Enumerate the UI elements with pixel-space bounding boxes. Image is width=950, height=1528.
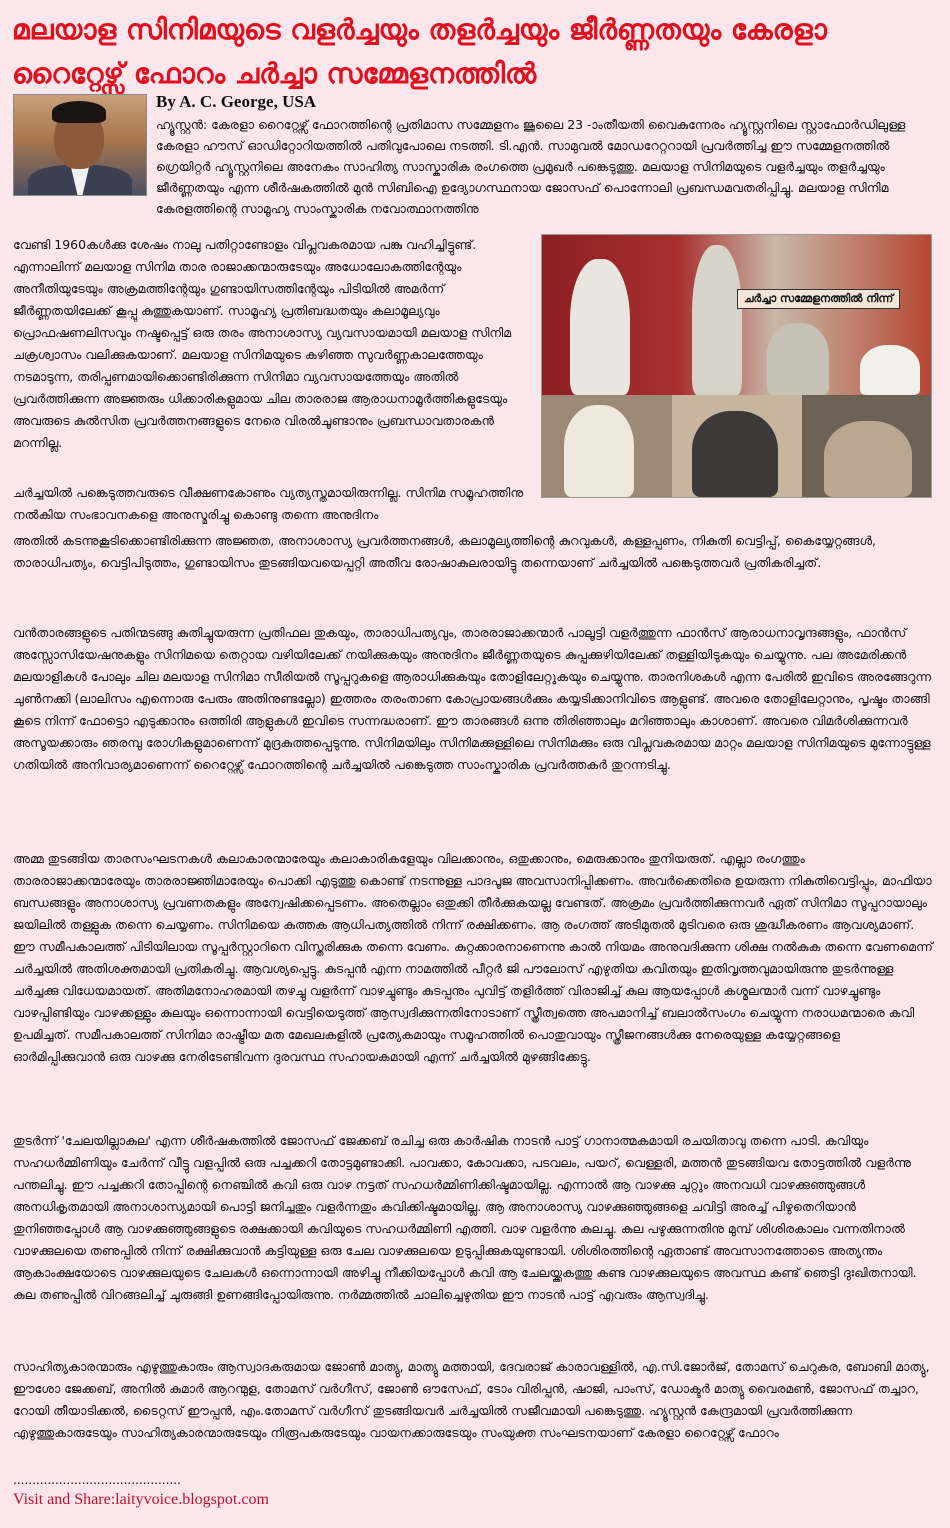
paragraph-intro: ഹ്യൂസ്റ്റൻ: കേരളാ റൈറ്റേഴ്സ് ഫോറത്തിന്റെ പ്രതിമാസ സമ്മേളനം ജൂലൈ 23 -ാംതീയതി വൈകുന്നേരം ഹ്യൂസ്റ്റനിലെ സ്റ്റാഫോർഡിലുള്ള കേരളാ ഹൗസ് ഓഡിറ്റോറിയത്തിൽ പതിവുപോലെ നടത്തി. ടി.എൻ. സാമുവൽ മോഡറേറ്ററായി പ്രവർത്തിച്ച ഈ സമ്മേളനത്തിൽ ഗ്രെയിറ്റർ ഹ്യൂസ്റ്റനിലെ അനേകം സാഹിത്യ സാസ്കാരിക രംഗത്തെ പ്രമുഖർ പങ്കെടുത്തു. മലയാള സിനിമയുടെ വളർച്ചയും തളർച്ചയും ജീർണ്ണതയും എന്ന ശീർഷകത്തിൽ മുൻ സിബിഐ ഉദ്യോഗസ്ഥനായ ജോസഫ് പൊന്നോലി പ്രബന്ധമവതരിപ്പിച്ചു. മലയാള സിനിമ കേരളത്തിന്റെ സാമൂഹ്യ സാംസ്കാരിക നവോത്ഥാനത്തിനു <box>156 117 906 216</box>
paragraph-folk-song: തുടർന്ന് 'ചേലയില്ലാകുല' എന്ന ശീർഷകത്തിൽ ജോസഫ് ജേക്കബ് രചിച്ച ഒരു കാർഷിക നാടൻ പാട്ട് ഗാനാത്മകമായി രചയിതാവു തന്നെ പാടി. കവിയും സഹധർമ്മിണിയും ചേർന്ന് വീട്ടു വളപ്പിൽ ഒരു പച്ചക്കറി തോട്ടമുണ്ടാക്കി. പാവക്കാ, കോവക്കാ, പടവലം, പയറ്, വെള്ളരി, മത്തൻ തുടങ്ങിയവ തോട്ടത്തിൽ വളർന്നു പന്തലിച്ചു. ഈ പച്ചക്കറി തോപ്പിന്റെ നെഞ്ചിൽ കവി ഒരു വാഴ നട്ടത് സഹധർമ്മിണിക്കിഷ്ടമായില്ല. എന്നാൽ ആ വാഴക്കു ചുറ്റും അനവധി വാഴക്കുഞ്ഞുങ്ങൾ അനധികൃതമായി അനാശാസ്യമായി പൊട്ടി ജനിച്ചതും വളർന്നതും കവിക്കിഷ്ടമായില്ല. ആ അനാശാസ്യ വാഴക്കുഞ്ഞുങ്ങളെ ചവിട്ടി അരച്ച് പിഴുതെറിയാൻ തുനിഞ്ഞപ്പോൾ ആ വാഴക്കുഞ്ഞുങ്ങളുടെ രക്ഷക്കായി കവിയുടെ സഹധർമ്മിണി എത്തി. വാഴ വളർന്നു കുലച്ചു. കുല പഴുക്കുന്നതിനു മുമ്പ് ശിശിരകാലം വന്നതിനാൽ വാഴക്കുലയെ തണുപ്പിൽ നിന്ന് രക്ഷിക്കുവാൻ കട്ടിയുള്ള ഒരു ചേല വാഴക്കുലയെ ഉടുപ്പിക്കുകയുണ്ടായി. ശിശിരത്തിന്റെ ഏതാണ്ട് അവസാനത്തോടെ അത്യന്തം ആകാംക്ഷയോടെ വാഴക്കുലയുടെ ചേലകൾ ഒന്നൊന്നായി അഴിച്ചു നീക്കിയപ്പോൾ കവി ആ ചേലയ്ക്കകത്തു കണ്ട വാഴക്കുലയുടെ അവസ്ഥ കണ്ട് ഞെട്ടി ദുഃഖിതനായി. കുല തണുപ്പിൽ വിറങ്ങലിച്ച് ചുരുങ്ങി ഉണങ്ങിപ്പോയിരുന്നു. നർമ്മത്തിൽ ചാലിച്ചെഴുതിയ ഈ നാടൻ പാട്ട് എവരും ആസ്വദിച്ചു. <box>13 1133 917 1302</box>
byline: By A. C. George, USA <box>156 92 317 111</box>
separator-dots: ............................................ <box>13 1473 181 1487</box>
author-photo-hair <box>52 101 106 123</box>
paragraph-discussion: ചർച്ചയിൽ പങ്കെടുത്തവരുടെ വീക്ഷണകോണും വ്യത്യസ്തമായിരുന്നില്ല. സിനിമ സമൂഹത്തിനു നൽകിയ സംഭാവനകളെ അനുസ്മരിച്ചു കൊണ്ടു തന്നെ അനുദിനം <box>13 485 524 522</box>
collage-person-bottom-middle <box>692 411 778 497</box>
paragraph-discussion-continued: അതിൽ കടന്നുകൂടിക്കൊണ്ടിരിക്കുന്ന അജ്ഞത, അനാശാസ്യ പ്രവർത്തനങ്ങൾ, കലാമൂല്യത്തിന്റെ കുറവുകൾ, കള്ളപ്പണം, നികുതി വെട്ടിപ്പ്, കൈയ്യേറ്റങ്ങൾ, താരാധിപത്യം, വെട്ടിപിടുത്തം, ഗുണ്ടായിസം തുടങ്ങിയവയെപ്പറ്റി അതീവ രോഷാകുലരായിട്ടു തന്നെയാണ് ചർച്ചയിൽ പങ്കെടുത്തവർ പ്രതികരിച്ചത്. <box>13 533 876 570</box>
collage-caption: ചർച്ചാ സമ്മേളനത്തിൽ നിന്ന് <box>737 289 900 309</box>
paragraph-participants: സാഹിത്യകാരന്മാരും എഴുത്തുകാരും ആസ്വാദകരുമായ ജോൺ മാത്യു, മാത്യു മത്തായി, ദേവരാജ് കാരാവള്ളിൽ, എ.സി.ജോർജ്, തോമസ് ചെറുകര, ബോബി മാത്യു, ഈശോ ജേക്കബ്, അനിൽ കുമാർ ആറന്മുള, തോമസ് വർഗീസ്, ജോൺ ഔസേഫ്, ടോം വിരിപ്പൻ, ഷാജി, പാംസ്, ഡോക്ടർ മാത്യു വൈരമൺ, ജോസഫ് തച്ചാറ, റോയി തീയാടിക്കൽ, ടൈറ്റസ് ഈപ്പൻ, എം.തോമസ് വർഗീസ് തുടങ്ങിയവർ ചർച്ചയിൽ സജീവമായി പങ്കെടുത്തു. ഹ്യൂസ്റ്റൻ കേന്ദ്രമായി പ്രവർത്തിക്കുന്ന എഴുത്തുകാരുടേയും സാഹിത്യകാരന്മാരുടേയും നിരൂപകരുടേയും വായനക്കാരുടേയും സംയുക്ത സംഘടനയാണ് കേരളാ റൈറ്റേഴ്സ് ഫോറം <box>13 1359 930 1440</box>
collage-person-speaker <box>570 259 630 395</box>
paragraph-amma: അമ്മ തുടങ്ങിയ താരസംഘടനകൾ കലാകാരന്മാരേയും കലാകാരികളേയും വിലക്കാനും, ഒതുക്കാനും, മെരുക്കാനും തുനിയരുത്. എല്ലാ രംഗത്തും താരരാജാക്കന്മാരേയും താരരാജ്ഞിമാരേയും പൊക്കി എടുത്തു കൊണ്ട് നടന്നുള്ള പാദപൂജ അവസാനിപ്പിക്കണം. അവർക്കെതിരെ ഉയരുന്ന നികുതിവെട്ടിപ്പും, മാഫിയാ ബന്ധങ്ങളും അനാശാസ്യ പ്രവണതകളും അന്വേഷിക്കപ്പെടണം. അതെല്ലാം ഒതുക്കി തീർക്കുകയല്ല വേണ്ടത്. അക്രമം പ്രവർത്തിക്കുന്നവർ ഏത് സിനിമാ സൂപ്പറായാലും ജയിലിൽ തള്ളുക തന്നെ ചെയ്യണം. സിനിമയെ കുത്തക ആധിപത്യത്തിൽ നിന്ന് രക്ഷിക്കണം. ആ രംഗത്ത് അടിമുതൽ മുടിവരെ ഒരു ശുദ്ധീകരണം ആവശ്യമാണ്. ഈ സമീപകാലത്ത് പിടിയിലായ സൂപ്പർസ്റ്റാറിനെ വിസ്തരിക്കുക തന്നെ വേണം. കുറ്റക്കാരനാണെന്നു കാൽ നിയമം അനുവദിക്കുന്ന ശിക്ഷ നൽകുക തന്നെ വേണമെന്ന് ചർച്ചയിൽ അതിശക്തമായി പ്രതികരിച്ചു. ആവശ്യപ്പെട്ടു. കുടപ്പൻ എന്ന നാമത്തിൽ പീറ്റർ ജി പൗലോസ് എഴുതിയ കവിതയും ഇതിവൃത്തവുമായിരുന്നു തുടർന്നുള്ള ചർച്ചക്കു വിധേയമായത്. അതിമനോഹരമായി തഴച്ചു വളർന്ന് വാഴച്ചുണ്ടും കുടപ്പനും പുവിട്ട് തളിർത്ത് വിരാജിച്ച് കുല ആയപ്പോൾ കശ്മലന്മാർ വന്ന് വാഴച്ചുണ്ടും വാഴപ്പിണ്ടിയും വാഴക്കള്ളും കുലയും ഒന്നൊന്നായി വെട്ടിയെടുത്ത് ആസ്വദിക്കുന്നതിനോടാണ് സ്ത്രീത്വത്തെ അപമാനിച്ച് ബലാൽസംഗം ചെയ്യുന്ന നരാധമന്മാരെ കവി ഉപമിച്ചത്. സമീപകാലത്ത് സിനിമാ രാഷ്ട്രീയ മത മേഖലകളിൽ പ്രത്യേകമായും സമൂഹത്തിൽ പൊതുവായും സ്ത്രീജനങ്ങൾക്കു നേരെയുള്ള കയ്യേറ്റങ്ങളെ ഓർമിപ്പിക്കുവാൻ ഒരു വാഴക്കു നേരിടേണ്ടിവന്ന ദുരവസ്ഥ സഹായകമായി എന്ന് ചർച്ചയിൽ മുഴങ്ങിക്കേട്ടു. <box>13 851 933 1064</box>
collage-person-bottom-right <box>824 421 912 497</box>
collage-person-standing <box>692 245 742 395</box>
collage-person-seated <box>767 323 829 395</box>
article-title: മലയാള സിനിമയുടെ വളർച്ചയും തളർച്ചയും ജീർണ്ണതയും കേരളാ റൈറ്റേഴ്സ് ഫോറം ചർച്ചാ സമ്മേളനത്തിൽ <box>12 13 827 90</box>
paragraph-superstars: വൻതാരങ്ങളുടെ പതിന്മടങ്ങു കുതിച്ചുയരുന്ന പ്രതിഫല തുകയും, താരാധിപത്യവും, താരരാജാക്കന്മാർ പാലൂട്ടി വളർത്തുന്ന ഫാൻസ് ആരാധനാവൃന്ദങ്ങളും, ഫാൻസ് അസ്സോസിയേഷനുകളും സിനിമയെ തെറ്റായ വഴിയിലേക്ക് നയിക്കുകയും അനുദിനം ജീർണ്ണതയുടെ കുപ്പക്കുഴിയിലേക്ക് തള്ളിയിടുകയും ചെയ്യുന്നു. പല അമേരിക്കൻ മലയാളികൾ പോലും ചില മലയാള സിനിമാ സീരിയൽ സൂപ്പറുകളെ ആരാധിക്കുകയും തോളിലേറ്റുകയും ചെയ്യുന്നു. താരനിശകൾ എന്ന പേരിൽ ഇവിടെ അരങ്ങേറുന്ന ചുൺനക്കി (ലാലിസം എന്നൊരു പേരും അതിനുണ്ടല്ലോ) ഇത്തരം തരംതാണ കോപ്രായങ്ങൾക്കും കയ്യടിക്കാനിവിടെ ആളുണ്ട്. അവരെ തോളിലേറ്റാനും, പൃഷ്ടം താങ്ങി കൂടെ നിന്ന് ഫോട്ടൊ എടുക്കാനും ഒത്തിരി ആളുകൾ ഇവിടെ സന്നദ്ധരാണ്. ഈ താരങ്ങൾ ഒന്നു തിരിഞ്ഞാലും മറിഞ്ഞാലും കാശാണ്. അവരെ വിമർശിക്കുന്നവർ അസൂയക്കാരും ഞരമ്പു രോഗികളുമാണെന്ന് മുദ്രകുത്തപ്പെടുന്നു. സിനിമയിലും സിനിമക്കുള്ളിലെ സിനിമക്കും ഒരു വിപ്ലവകരമായ മാറ്റം മലയാള സിനിമയുടെ മുന്നോട്ടുള്ള ഗതിയിൽ അനിവാര്യമാണെന്ന് റൈറ്റേഴ്സ് ഫോറത്തിന്റെ ചർച്ചയിൽ പങ്കെടുത്ത സാംസ്കാരിക പ്രവർത്തകർ തുറന്നടിച്ചു. <box>13 625 932 772</box>
event-photo-collage <box>541 234 932 498</box>
footer-blog-link[interactable]: Visit and Share:laityvoice.blogspot.com <box>13 1491 269 1508</box>
author-photo <box>13 94 147 196</box>
collage-person-bottom-left <box>564 405 634 497</box>
paragraph-intro-continued: വേണ്ടി 1960കൾക്കു ശേഷം നാലു പതിറ്റാണ്ടോളം വിപ്ലവകരമായ പങ്കു വഹിച്ചിട്ടുണ്ട്. എന്നാലിന്ന് മലയാള സിനിമ താര രാജാക്കന്മാരുടേയും അധോലോകത്തിന്റേയും അനീതിയുടേയും അക്രമത്തിന്റേയും ഗുണ്ടായിസത്തിന്റേയും പിടിയിൽ അമർന്ന് ജീർണ്ണതയിലേക്ക് കൂപ്പു കുത്തുകയാണ്. സാമൂഹ്യ പ്രതിബദ്ധതയും കലാമൂല്യവും പ്രൊഫഷണലിസവും നഷ്ടപ്പെട്ട് ഒരു തരം അനാശാസ്യ വ്യവസായമായി മലയാള സിനിമ ചക്രശ്വാസം വലിക്കുകയാണ്. മലയാള സിനിമയുടെ കഴിഞ്ഞ സുവർണ്ണകാലത്തേയും നടമാടുന്ന, തരിപ്പണമായിക്കൊണ്ടിരിക്കുന്ന സിനിമാ വ്യവസായത്തേയും അതിൽ പ്രവർത്തിക്കുന്ന അജ്ഞരും ധിക്കാരികളുമായ ചില താരരാജ ആരാധനാമൂർത്തികളുടേയും അവരുടെ കുൽസിത പ്രവർത്തനങ്ങളുടെ നേരെ വിരൽചൂണ്ടാനും പ്രബന്ധാവതാരകൻ മറന്നില്ല. <box>13 237 512 450</box>
collage-person-right <box>860 345 920 395</box>
